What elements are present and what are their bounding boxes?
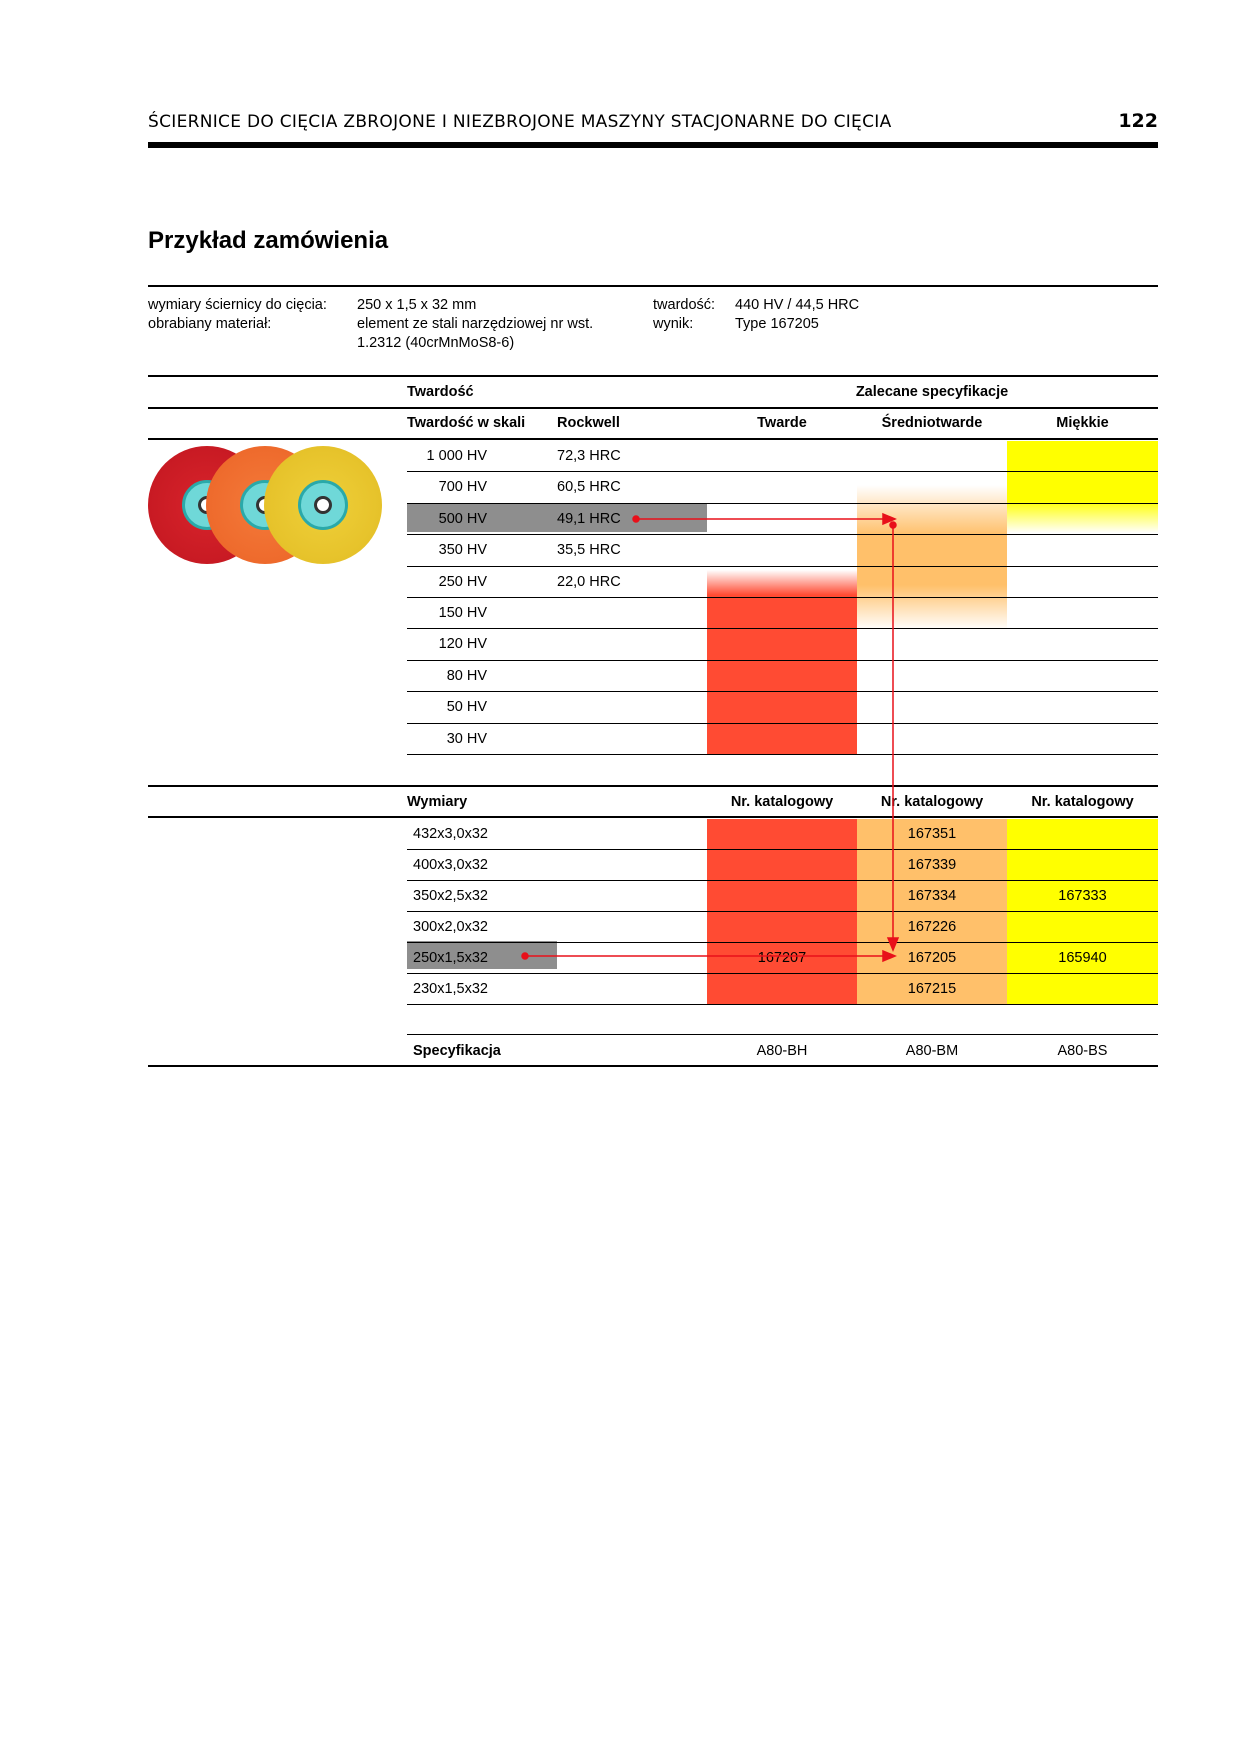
- order-hard-label: twardość:: [653, 297, 716, 313]
- order-mat-value-2: 1.2312 (40crMnMoS8-6): [357, 335, 515, 351]
- col-scale-header: Twardość w skali: [407, 415, 526, 431]
- hardness-hrc-cell: 49,1 HRC: [557, 510, 621, 527]
- col-medium-header: Średniotwarde: [881, 415, 983, 431]
- hardness-hv-cell: 120 HV: [438, 636, 487, 653]
- catalog-nr-medium-cell: 167226: [907, 919, 957, 935]
- spec-group-label: Zalecane specyfikacje: [855, 384, 1009, 400]
- spec-soft: A80-BS: [1057, 1043, 1108, 1059]
- col-nr-hard-header: Nr. katalogowy: [730, 794, 834, 810]
- hardness-hrc-cell: 72,3 HRC: [557, 448, 621, 464]
- spec-label: Specyfikacja: [413, 1043, 501, 1059]
- catalog-dim-cell: 300x2,0x32: [413, 919, 488, 935]
- hardness-hrc-cell: 22,0 HRC: [557, 573, 621, 590]
- order-dim-label: wymiary ściernicy do cięcia:: [148, 297, 327, 313]
- col-rockwell-header: Rockwell: [557, 415, 620, 431]
- catalog-nr-medium-cell: 167334: [907, 888, 957, 904]
- order-mat-value-1: element ze stali narzędziowej nr wst.: [357, 316, 594, 332]
- order-result-label: wynik:: [653, 316, 694, 332]
- catalog-nr-medium-cell: 167205: [907, 950, 957, 966]
- catalog-dim-cell: 250x1,5x32: [413, 950, 488, 966]
- order-mat-label: obrabiany materiał:: [148, 316, 272, 332]
- spec-medium: A80-BM: [905, 1043, 959, 1059]
- arrow-head-down: [888, 938, 898, 950]
- order-result-value: Type 167205: [735, 316, 819, 332]
- hardness-hv-cell: 150 HV: [438, 605, 487, 621]
- catalog-dim-cell: 230x1,5x32: [413, 981, 488, 997]
- hardness-hv-cell: 700 HV: [438, 479, 487, 496]
- catalog-nr-medium-cell: 167351: [907, 826, 957, 842]
- catalog-nr-hard-cell: 167207: [757, 950, 807, 966]
- hardness-group-label: Twardość: [407, 384, 474, 400]
- catalog-dim-cell: 432x3,0x32: [413, 826, 488, 842]
- hardness-hv-cell: 50 HV: [446, 699, 487, 716]
- hardness-hv-cell: 30 HV: [446, 730, 487, 747]
- arrow-head-dim: [883, 951, 895, 961]
- hardness-hv-cell: 80 HV: [446, 667, 487, 684]
- col-dim-header: Wymiary: [407, 794, 468, 810]
- hardness-hv-cell: 250 HV: [438, 573, 487, 590]
- col-nr-medium-header: Nr. katalogowy: [880, 794, 984, 810]
- hardness-hv-cell: 500 HV: [438, 510, 487, 527]
- catalog-nr-soft-cell: 165940: [1058, 950, 1107, 966]
- order-hard-value: 440 HV / 44,5 HRC: [735, 297, 860, 313]
- order-dim-value: 250 x 1,5 x 32 mm: [357, 297, 477, 313]
- catalog-dim-cell: 350x2,5x32: [413, 888, 488, 904]
- col-nr-soft-header: Nr. katalogowy: [1031, 794, 1134, 810]
- page-number: 122: [1118, 110, 1158, 132]
- catalog-dim-cell: 400x3,0x32: [413, 857, 488, 873]
- catalog-nr-medium-cell: 167339: [907, 857, 957, 873]
- hardness-hrc-cell: 35,5 HRC: [557, 542, 621, 559]
- spec-hard: A80-BH: [756, 1043, 808, 1059]
- col-hard-header: Twarde: [757, 415, 807, 431]
- header-title: ŚCIERNICE DO CIĘCIA ZBROJONE I NIEZBROJONE MASZYNY STACJONARNE DO CIĘCIA: [148, 112, 892, 132]
- hardness-hrc-cell: 60,5 HRC: [557, 479, 621, 496]
- catalog-nr-soft-cell: 167333: [1058, 888, 1107, 904]
- hardness-hv-cell: 350 HV: [438, 542, 487, 559]
- hardness-hv-cell: 1 000 HV: [426, 448, 487, 464]
- col-soft-header: Miękkie: [1056, 415, 1109, 431]
- section-title: Przykład zamówienia: [148, 227, 389, 254]
- catalog-nr-medium-cell: 167215: [907, 981, 957, 997]
